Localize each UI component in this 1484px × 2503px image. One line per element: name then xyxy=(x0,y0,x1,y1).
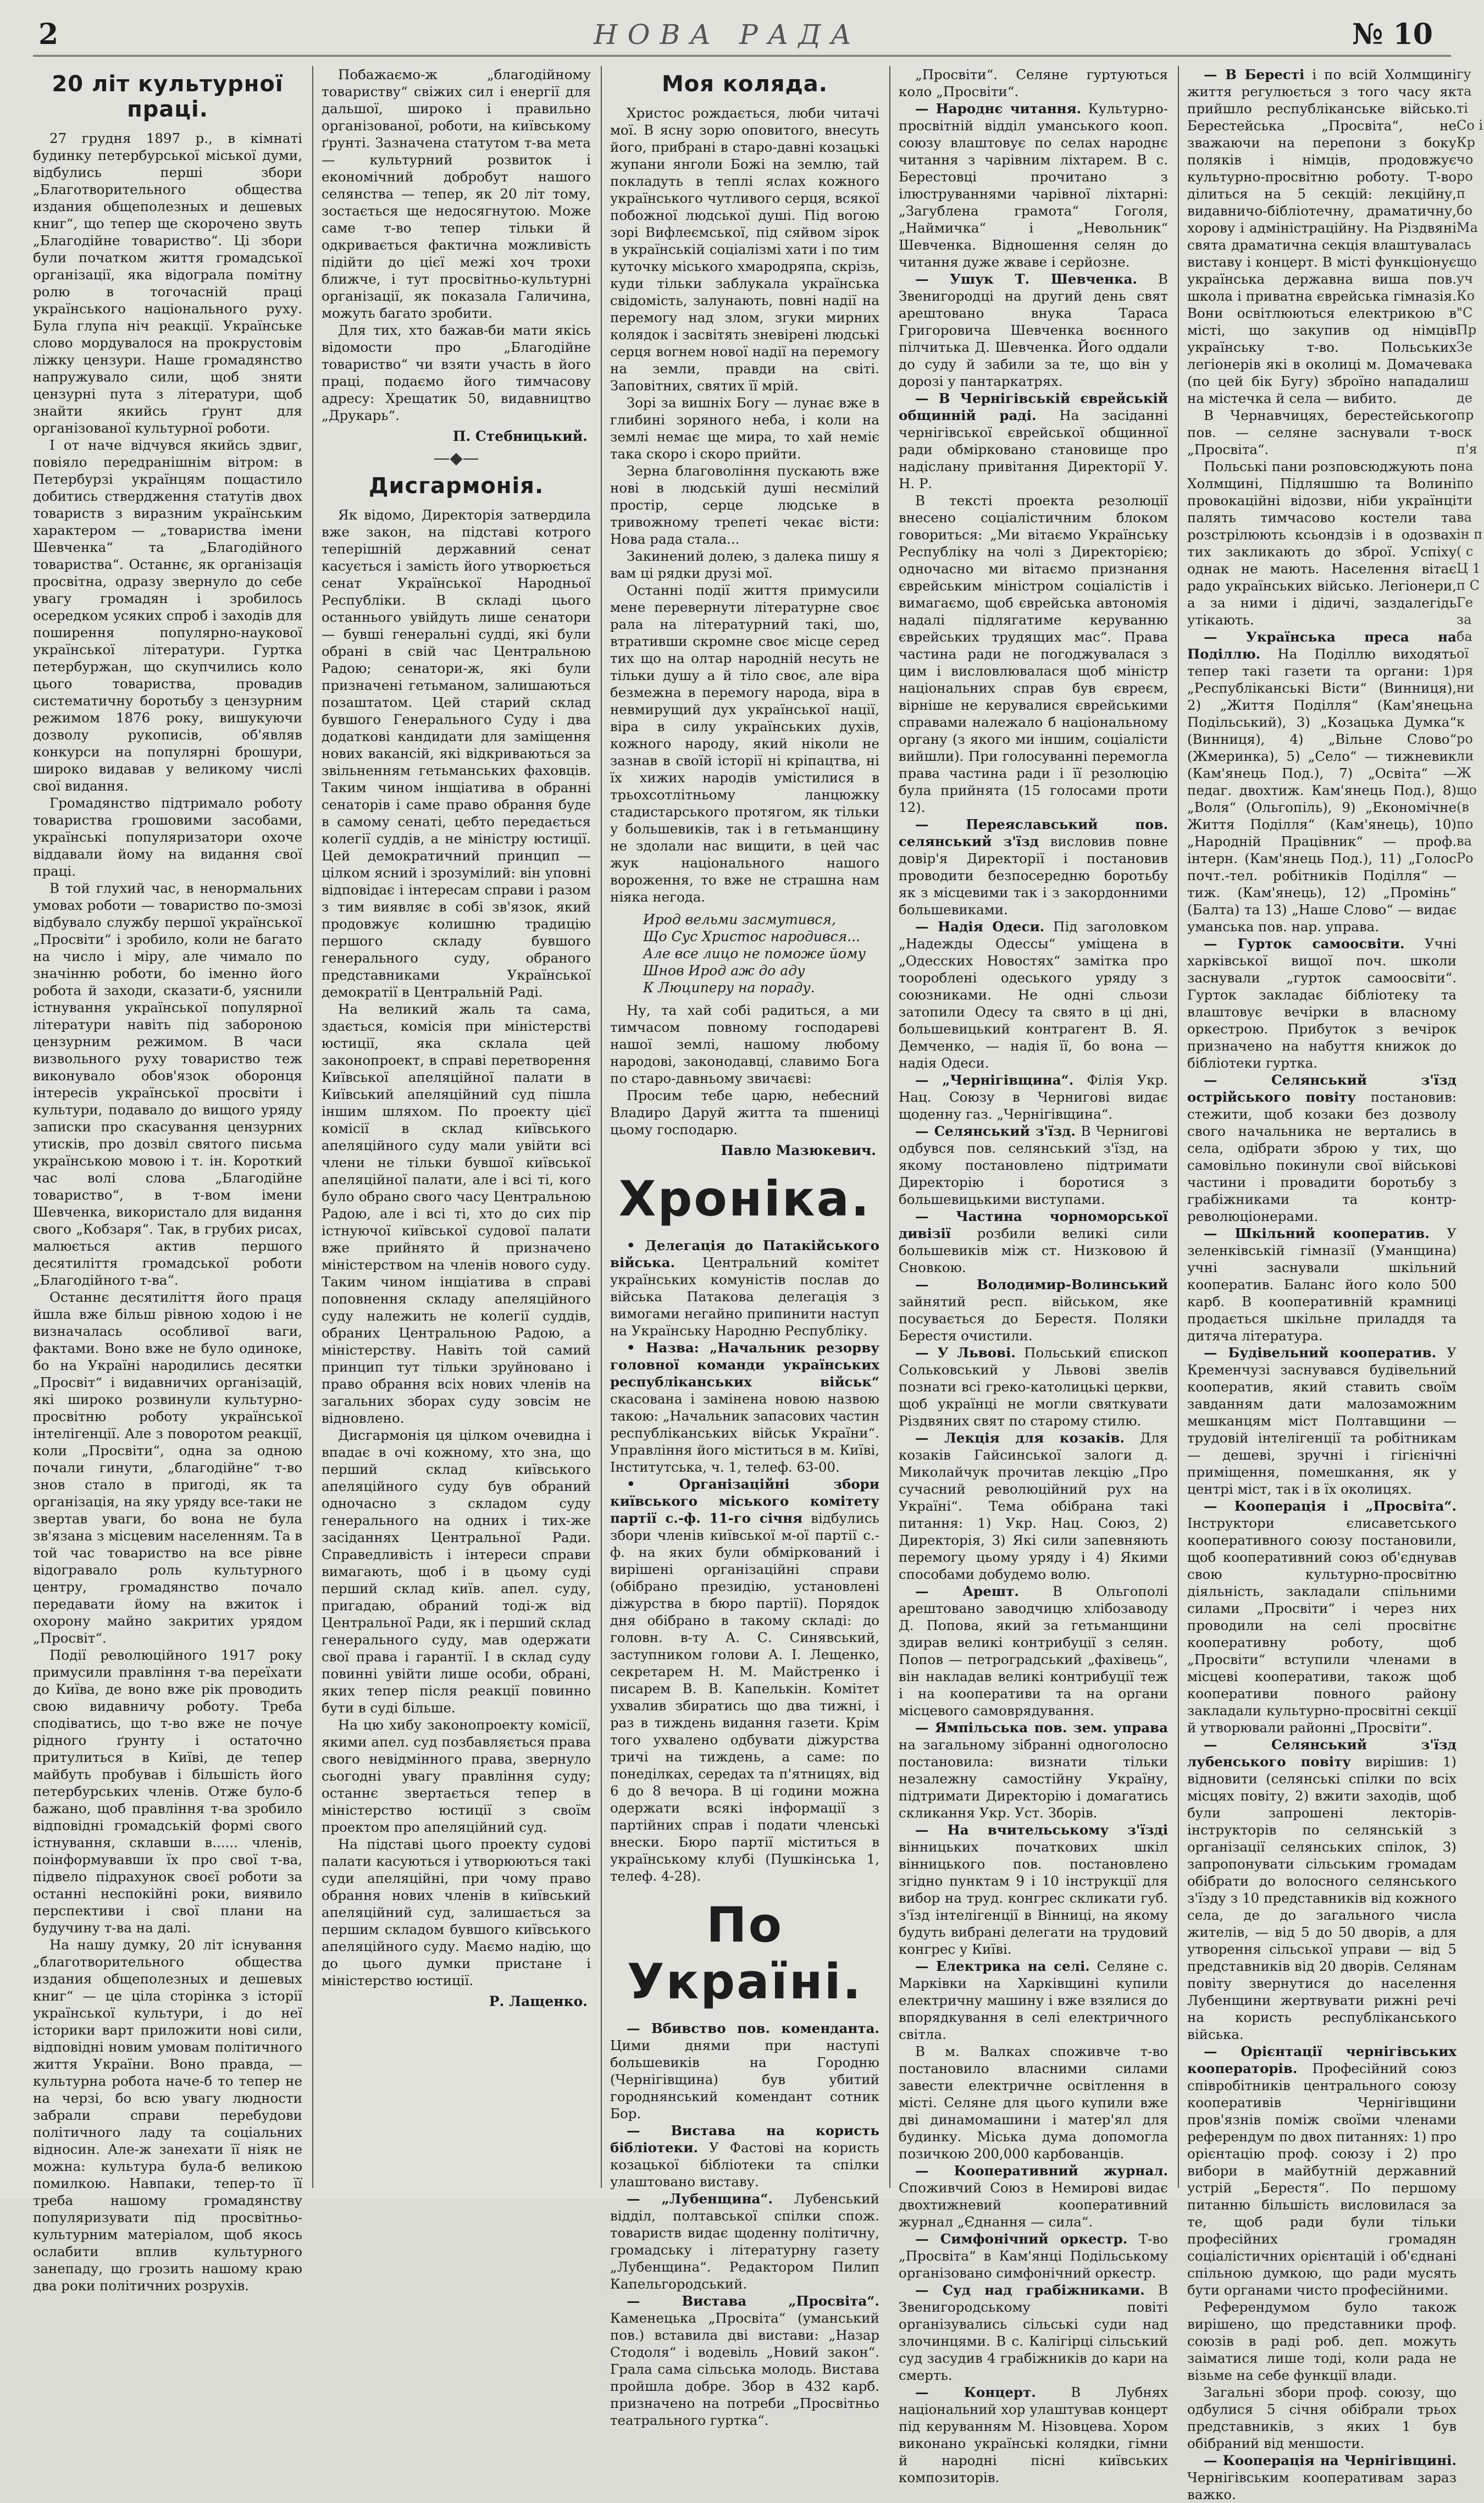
news-item-text: В Ольгополі арештовано заводчицю хлібозаводу Д. Попова, який за гетьманщини здирав великі контрибуції з селян. Попов — петроградський „фахівець“, він накладав великі контрибуції теж і на кооперативи та на органи місцевого самоврядування. xyxy=(899,1583,1168,1719)
column-3 xyxy=(610,66,879,2428)
news-item xyxy=(899,1958,1168,2043)
article-paragraph: Як відомо, Директорія затвердила вже закон, на підставі котрого теперішній державний сенат касується і замість його утворюється сенат Української Народньої Республіки. В складі цього останнього увійдуть лише сенатори — бувші генеральні судді, які були обрані в свій час Центральною Радою; сенатори-ж, які були призначені гетьманом, залишаються позаштатом. Цей старий склад бувшого Генерального Суду і два додаткові кандидати для замiщення нових вакансій, які відкриваються за звільненням гетьманських фаховців. Таким чином інщіатива в обранні сенаторів і саме право обрання буде в самому сенаті, цебто передається колегії суддів, а не міністру юстиції. Цей демократичний принцип — цілком ясний і зрозумілий: він уповні відповідає і інтересам справи і разом з тим виявляє в собі зв'язок, який продовжує колишню традицію першого складу бувшого генерального суду, обраного представниками Української демократії в Центральній Раді. xyxy=(322,507,591,1000)
verse-line: Що Сус Христос народився... xyxy=(643,929,861,944)
news-item-text: Загальні збори проф. союзу, що одбулися 5 січня обібрали трьох представників, з яких 1 був обібраний від меншости. xyxy=(1187,2384,1457,2451)
news-item-heading: — Арешт. xyxy=(915,1583,1019,1599)
news-item-text: відбулись збори членів київської м-ої партії с.-ф. на яких були обміркований і вирішені організаційні справи (обібрано президію, установлені діжурства в бюро партії). Порядок дня обібрано в такому складі: до головн. в-ту А. С. Синявський, заступником голови А. І. Лещенко, секретарем Н. М. Майстренко і писарем В. В. Капелькін. Комітет ухвалив збиратись що два тижні, і раз в тиждень видання газети. Крім того ухвалено одбувати діжурства тричі на тиждень, а саме: по понеділках, середах та п'ятницях, від 6 до 8 вечора. В ці години можна одержати всякі інформації з партійних справ і подати членські внески. Бюро партії міститься в українському клубі (Пушкінська 1, телеф. 4-28). xyxy=(610,1510,879,1884)
news-item xyxy=(899,1583,1168,1719)
news-item-heading: — Вистава „Просвіта“. xyxy=(627,2293,879,2309)
verse-line: Але все лицо не поможе йому xyxy=(643,946,866,962)
news-item-heading: — Кооперативний журнал. xyxy=(915,2163,1168,2179)
verse-line: Шнов Ирод аж до аду xyxy=(643,963,805,979)
article-paragraph: На цю хибу законопроекту комісії, якими апел. суд позбавляється права свого невідмінного права, звернуло сьогодні увагу правління суду; останнє звертається тепер в міністерство юстиції з своїм проектом про апеляційний суд. xyxy=(322,1717,591,1835)
news-item-text: У Фастові на користь козацької бібліотеки та спілки улаштовано виставу. xyxy=(610,2140,879,2190)
news-item-heading: — Вбивство пов. коменданта. xyxy=(627,2020,879,2036)
news-item-text: Референдумом було також вирішено, що представники проф. союзів в раді роб. деп. можуть заіматися лише тоді, коли рада не візьме на себе функції влади. xyxy=(1187,2299,1457,2383)
news-item-text: На засіданні чернігівської єврейської общинної ради обмірковано становище про надіслану привітання Директорії У. Н. Р. xyxy=(899,407,1168,491)
column-4 xyxy=(899,66,1169,2485)
page-number: 2 xyxy=(38,18,59,51)
column-rule xyxy=(889,66,890,2188)
article-paragraph: Для тих, хто бажав-би мати якісь відомости про „Благодійне товариство“ чи взяти участь в його праці, подаємо його тимчасову адресу: Хрещатик 50, видавництво „Друкарь“. xyxy=(322,322,591,423)
news-item xyxy=(899,390,1168,492)
verse-line: Ирод вельми засмутився, xyxy=(643,911,836,927)
news-item-heading: — Суд над грабіжниками. xyxy=(915,2282,1145,2298)
news-item-text: постановив: стежити, щоб козаки без дозволу свого начальника не вертались в села, одібрати зброю у тих, що самовільно покинули свої військові частини і провадити боротьбу з грабіжниками та контр-революціонерами. xyxy=(1187,1089,1457,1224)
news-item-text: Т-во „Просвіта“ в Кам'янці Подільському організовано симфонічний оркестр. xyxy=(899,2231,1168,2281)
newspaper-title: НОВА РАДА xyxy=(594,19,862,51)
news-item-heading: — Лекція для козаків. xyxy=(915,1430,1125,1446)
news-item-heading: — У Львові. xyxy=(915,1345,1016,1361)
news-item-heading: — Українська преса на Поділлю. xyxy=(1187,629,1457,662)
news-item-heading: — Симфонічний оркестр. xyxy=(915,2231,1128,2247)
news-item xyxy=(899,1719,1168,1821)
news-item-text: Для козаків Гайсинської залоги д. Миколайчук прочитав лекцію „Про сучасний революційний рух на Україні“. Тема обібрана такі питання: 1) Укр. Нац. Союз, 2) Директорія, 3) Які сили запевняють перемогу цьому уряду і 4) Якими способами добудемо волю. xyxy=(899,1430,1169,1582)
news-item-text: Філія Укр. Нац. Союзу в Чернигові видає щоденну газ. „Чернігівщина“. xyxy=(899,1072,1169,1122)
news-item-text: В Лубнях національний хор улаштував концерт під керуванням М. Нізовцева. Хором виконано українські колядки, гімни й народні пісні київських композиторів. xyxy=(899,2384,1168,2485)
news-item-heading: — Володимир-Волинський xyxy=(915,1277,1168,1292)
news-item xyxy=(1187,2298,1457,2384)
news-item xyxy=(1187,935,1457,1071)
news-item xyxy=(1187,1736,1457,2043)
news-item-heading: • Назва: „Начальник резорву головної команди українських республіканських військ“ xyxy=(610,1340,879,1390)
article-paragraph: Зорі за вишніх Богу — лунає вже в глибині зоряного неба, і коли на землі немає ще мира, то хай неміє така скоро і скоро прийти. xyxy=(610,395,879,462)
article-paragraph: Дисгармонія ця цілком очевидна і впадає в очі кожному, хто зна, що перший склад київського апеляційного суду був обраний одночасно з складом суду генерального на одних і тих-же засіданнях Центральної Ради. Справедливість і інтереси справи вимагають, щоб і в цьому суді перший склад київ. апел. суду, пригадаю, обраний тоді-ж від Центральної Ради, як і перший склад генерального суду, мав одержати свої права і гарантії. І в склад суду повинні увійти лише особи, обрані, яких тепер після реакції повинно бути в суді більше. xyxy=(322,1427,591,1716)
news-item xyxy=(899,1276,1168,1344)
article-paragraph: На нашу думку, 20 літ існування „благотворительного общества издания общеполезных и дешевых книг“ — це ціла сторінка з історії української культури, і до неї історики варт приложити нові сили, відповідні новим умовам політичного життя України. Воно правда, — культурна робота наче-б то тепер не на черзі, бо всю увагу людности забрали справи перебудови політичного ладу та соціальних відносин. Але-ж занехати її ніяк не можна: культура була-б великою помилкою. Навпаки, тепер-то її треба нашому громадянству популяризувати під просвітньо-культурним матеріалом, щоб якось ослабити вплив культурного занепаду, що грозить нашому краю два роки політичних розрухів. xyxy=(33,1937,302,2294)
article-paragraph: Події революційного 1917 року примусили правління т-ва переїхати до Київа, де воно вже рік проводить свою видавничу роботу. Треба сподіватись, що т-во вже не почуе рідного ґрунту і остаточно притулиться в Київі, де тепер майбуть пробував і більшість його петербурських членів. Отже було-б бажано, щоб правління т-ва зробило відповідні громадській формі свого істнування, склавши в...... членів, поінформувавши їх про свої т-ва, підвело підрахунок своєї роботи за останні неспокійні роки, виявило перспективи і свої плани на будучину т-ва на далі. xyxy=(33,1647,302,1936)
news-item xyxy=(899,2281,1168,2384)
author-signature: Павло Мазюкевич. xyxy=(721,1142,876,1158)
news-item-text: Польські пани розповсюджують по Холмщині, Підляшшю та Волині провокаційні відозви, ніби українці палять тимчасово костели та розстрілюють ксьондзів і в одозвах тих закликають до зброї. Успіху однак не мають. Населення вітає радо українських військо. Легіонери, а за ними і дідичі, заздалегідь утікають. xyxy=(1187,458,1457,628)
news-item xyxy=(1187,66,1457,407)
news-item-text: В тексті проекта резолюції внесено соціалістичним блоком говориться: „Ми вітаємо Українську Республіку на чолі з Директорією; одночасно ми вітаємо признання єврейським міністром соціалістів і вимагаємо, щоб єврейська автономія надалі підлягатиме керуванню єврейських трудящих мас“. Права частина ради не погоджувалася з цим і висловлювалася щоб міністр національних справ був євреєм, вірніше не керувалися єврейськими справами належало б національному органу (з якого ми іншим, соціалісти вийшли). При голосуванні перемогла права частина ради і її резолюцію була прийнята (15 голосами проти 12). xyxy=(899,493,1168,815)
news-item xyxy=(1187,2384,1457,2452)
news-item-text: В Чернавчицях, берестейського пов. — селяне заснували т-во „Просвіта“. xyxy=(1187,407,1457,457)
news-item-heading: — Гурток самоосвіти. xyxy=(1204,936,1405,952)
news-item-heading: — Надія Одеси. xyxy=(915,919,1045,935)
news-item-heading: — Селянський з'їзд. xyxy=(915,1123,1076,1139)
column-2 xyxy=(322,66,591,2188)
ornament-divider: —◆— xyxy=(433,449,479,468)
news-item xyxy=(1187,407,1457,458)
news-item xyxy=(610,2292,879,2429)
article-paragraph: Громадянство підтримало роботу товариства грошовими засобами, українські популяризатори охоче віддавали йому на видання свої праці. xyxy=(33,795,302,879)
news-item xyxy=(610,1339,879,1476)
news-item-text: В Чернигові одбувся пов. селянський з'їзд, на якому постановлено підтримати Директорію і боротися з большевицькими виступами. xyxy=(899,1123,1168,1207)
news-item-heading: — Вистава на користь бібліотеки. xyxy=(610,2123,879,2156)
news-item xyxy=(610,1237,879,1339)
news-item xyxy=(1187,1225,1457,1344)
news-item xyxy=(899,2230,1168,2281)
news-item xyxy=(1187,1344,1457,1498)
news-item xyxy=(899,1344,1168,1429)
news-item-text: Інструктори єлисаветського кооперативного союзу постановили, щоб кооперативний союз об'єднував свою культурно-просвітню діяльність, закладали спільними силами „Просвіти“ і через них проводили на селі просвітнє кооперативну роботу, щоб „Просвіти“ вступили членами в місцеві кооперативи, також щоб кооперативи повного району закладали культурно-просвітні секції й утворювали районні „Просвіти“. xyxy=(1187,1515,1457,1736)
news-item-text: Чернігівським кооперативам зараз важко. xyxy=(1187,2469,1457,2502)
news-item-heading: — Шкільний кооператив. xyxy=(1204,1225,1430,1241)
news-item xyxy=(899,2162,1168,2230)
news-item xyxy=(1187,2452,1457,2503)
news-item-text: зайнятий респ. військом, яке посувається до Берестя. Поляки Берестя очистили. xyxy=(899,1294,1168,1344)
news-item-text: Польський єпископ Сольковський у Львові звелів познати всі греко-католицькі церкви, щоб українці не могли святкувати Різдвяних свят по старому стилю. xyxy=(899,1345,1168,1429)
news-item-heading: — „Лубенщина“. xyxy=(627,2191,773,2207)
news-item-heading: — Народнє читання. xyxy=(915,101,1082,117)
news-item-text: В Звенигородці на другий день свят арештовано внука Тараса Григоровича Шевченка воєнного пілчитька Д. Шевченка. Його оддали до суду й забили за те, що він у дорозі у пантаркатрях. xyxy=(899,271,1169,389)
news-item xyxy=(899,1123,1168,1208)
news-item-text: В м. Валках споживче т-во постановило власними силами завести електричне освітлення в місті. Селяне для цього купили вже дві динамомашини і матер'ял для будинку. Міська дума допомогла позичкою 200,000 карбованців. xyxy=(899,2043,1168,2162)
news-item-text: Споживчий Союз в Немирові видає двохтижневий кооперативний журнал „Єднання — сила“. xyxy=(899,2180,1168,2230)
column-rule xyxy=(601,66,602,2188)
news-item-heading: — „Чернігівщина“. xyxy=(915,1072,1074,1088)
news-item-heading: • Делегація до Патакійського війська. xyxy=(610,1237,879,1270)
news-item-text: Учні харківської вищої поч. школи заснували „гурток самоосвіти“. Гурток закладає бібліотеку та влаштовує вечірки в власному оркестрою. Прибуток з вечірок призначено на набуття книжок до бібліотеки гуртка. xyxy=(1187,936,1457,1071)
news-item-text: висловив повне довір'я Директорії і постановив проводити безпосередню боротьбу як з місцевими так і з закордонними большевиками. xyxy=(899,833,1168,918)
news-item-heading: — Переяславський пов. селянський з'їзд xyxy=(899,816,1168,849)
news-item xyxy=(610,2020,879,2122)
news-item xyxy=(899,918,1168,1071)
news-item-text: Під заголовком „Надежды Одессы“ уміщена в „Одесских Новостях“ замітка про тоороблені одеського уряду з союзниками. Не одні сльози затопили Одесу та свято в ці дні, большевицький контрагент В. Я. Демченко, — надія її, бо вона — надія Одеси. xyxy=(899,919,1168,1071)
news-item xyxy=(1187,1498,1457,1736)
news-item xyxy=(899,270,1168,390)
news-item xyxy=(1187,458,1457,628)
article-paragraph: Христос рождається, люби читачі мої. В ясну зорю оповитого, внесуть його, прибрані в старо-давні козацькі жупани янголи Божі на землю, тай покладуть в теплі яслах кожного українського чутливого серця, всякої побожної людської душі. Під вогою зорі Вифлеємської, під сяйвом зірок в українській соціалізмі хати і по тим куточку міського хмародряпа, скрізь, куди тільки заблукала українська свідомість, залунають, повні надії на перемогу над злом, згуки мирних колядок і засвітять зневірені людські серця вогнем нової надії на перемогу на земли, правди на світі. Заповітних, святих її мрій. xyxy=(610,105,879,394)
news-item-text: вінницьких початкових шкіл вінницького пов. постановлено згідно пунктам 9 і 10 інструкції для вибор на труд. конгрес скликати губ. з'їзд інтелігенції в Вінниці, на якому будуть вибрані делегати на трудовий конгрес у Київі. xyxy=(899,1839,1168,1957)
section-title-ukraine: По Україні. xyxy=(627,1897,863,2010)
news-item-text: на загальному зібранні одноголосно постановила: визнати тільки незалежну самостійну Україну, підтримати Директорію і домагатись скликання Укр. Уст. Зборів. xyxy=(899,1737,1168,1821)
article-title: Моя коляда. xyxy=(662,71,828,97)
article-paragraph: Ну, та хай собі радиться, а ми тимчасом повному господареві нашої землі, нашому любому народові, законодавці, славимо Бога по старо-давньому звичаєві: xyxy=(610,1002,879,1086)
adjacent-page-edge: гу та ті Со і Кр чо ро п бо Ма сь що уч Ко "С Пр Зе ка ш де пр ск п'я на по ти ва ін п ( с Ц 1 п С Ге за ба ої ря ни на к ро ли Ж що (в по ва Ро xyxy=(1457,67,1483,866)
verse-line: К Люциперу на пораду. xyxy=(643,980,815,996)
news-item-text: В Звенигородському повіті організувались сільські суди над злочинцями. В с. Калігірці сільський суд засудив 4 грабіжників до кари на смерть. xyxy=(899,2282,1168,2383)
article-paragraph: На великий жаль та сама, здається, комісія при міністерстві юстиції, яка склала цей законопроект, в справі перетворення Київської апеляційної палати в Київський апеляційний суд пішла іншим шляхом. По проекту цієї комісії в склад київського апеляційного суду мали увійти всі члени не тільки бувшої київської апеляційної палати, але і всі ті, кого було обрано свого часу Центральною Радою, але і всі ті, хто до сих пір істнуючої київської судової палати вже прийнято й призначено міністерством на членів нового суду. Таким чином інщіатива в справі поповнення складу апеляційного суду належить не колегії суддів, обраних Центральною Радою, а міністерству. Навіть той самий принцип тут тільки зруйновано і право обрання всіх нових членів на загальних зборах суду зовсім не відновлено. xyxy=(322,1001,591,1426)
column-rule xyxy=(312,66,313,2188)
column-1 xyxy=(33,66,302,2294)
news-item xyxy=(610,2190,879,2292)
news-item xyxy=(899,1821,1168,1958)
news-item-text: і по всій Холмщині життя регулюється з того часу як прийшло республіканське військо. Берестейська „Просвіта“, не зважаючи на перепони з боку поляків і німців, продовжує культурно-просвітню роботу. Т-во ділиться на 5 секцій: лекційну, видавничо-бібліотечну, драматичну, хорову і адміністраційну. На Різдвяні свята драматична секція влаштувала виставу і концерт. В місті функціонує українська державна виша пов. школа і приватна єврейська гімназія. Вони освітлюються електрикою в місті, що закупив од німців українську т-во. Польських легіонерів які в околиці м. Домачева (по цей бік Бугу) зброїно нападали на містечка й села — вибито. xyxy=(1187,67,1457,406)
column-5 xyxy=(1187,66,1457,2502)
news-item xyxy=(899,1429,1168,1583)
news-item xyxy=(1187,628,1457,935)
news-item-heading: • Організаційні збори київського міського комітету партії с.-ф. 11-го січня xyxy=(610,1476,879,1526)
article-paragraph: Просим тебе царю, небесний Владиро Даруй житта та пшениці цьому господарю. xyxy=(610,1087,879,1137)
column-rule xyxy=(1178,66,1179,2188)
news-item-heading: — Селянський з'їзд лубенського повіту xyxy=(1187,1737,1457,1770)
news-item-text: У Кременчузі заснувався будівельний кооператив, який ставить своїм завданням дати малозаможним мешканцям міст Полтавщини — трудовій інтелігенції та робітникам — дешеві, зручні і гігієнічні приміщення, помешкання, як у центрі міст, так і в їх околицях. xyxy=(1187,1345,1457,1497)
article-paragraph: 27 грудня 1897 р., в кімнаті будинку петербурської міської думи, відбулись перші збори „Благотворительного общества издания общеполезных и дешевых книг“, що тепер ще скорочено звуть „Благодійне товариство“. Ці збори були початком життя громадської організації, яка відограла помітну ролю в тогочасній праці українського національного руху. Була глупа ніч реакції. Українське слово мордувалося на прокрустовім ліжку цензури. Наше громадянство напружувало сили, щоб зняти цензурні пута з літератури, щоб знайти якийсь ґрунт для організованої культурної роботи. xyxy=(33,130,302,436)
news-item xyxy=(899,1071,1168,1123)
news-item-heading: — В Чернігівській єврейській общинній раді. xyxy=(899,390,1168,423)
news-item-heading: — Селянський з'їзд острійського повіту xyxy=(1187,1072,1457,1105)
news-item xyxy=(1187,2043,1457,2298)
news-item xyxy=(1187,1071,1457,1225)
news-item-heading: — Концерт. xyxy=(915,2384,1036,2400)
news-item-text: Селяне с. Марківки на Харківщині купили електричну машину і вже взялися до впорядкування в селі електричного світла. xyxy=(899,1958,1168,2042)
article-paragraph: Останнє десятиліття його праця йшла вже більш рівною ходою і не визначалась особливої ваги, фактами. Воно вже не було одиноке, бо на Україні народились десятки „Просвіт“ і видавничих організацій, які широко розвинули культурно-просвітню роботу української інтелігенції. Але з поворотом реакції, коли „Просвіти“, одна за одною почали гинути, „благодійне“ т-во знов стало в пригоді, як та організація, на яку уряду все-таки не звертав уваги, бо вона не була зв'язана з місцевим населенням. Та в той час товариство на все рівне відогравало роль культурного центру, громадянство почало передавати йому на вжиток і охорону майно закритих урядом „Просвіт“. xyxy=(33,1289,302,1646)
article-paragraph: Зерна благовоління пускають вже нові в людській душі несмілий простір, серце людське в тривожному трепеті чекає вісти: Нова рада стала... xyxy=(610,463,879,547)
news-item-heading: — В Бересті xyxy=(1204,67,1305,82)
news-item xyxy=(899,1208,1168,1276)
article-paragraph: Побажаємо-ж „благодійному товариству“ свіжих сил і енергії для дальшої, широко і правильно організованої, роботи, на київському ґрунті. Зазначена статутом т-ва мета — культурний розвиток і економічний добробут нашого селянства — тепер, як 20 літ тому, зостається ще недосягнутою. Може саме т-во тепер тільки й одкривається фактична можливість підійти до цієї межі хоч трохи ближче, і тут просвітньо-культурні організації, як показала Галичина, можуть багато зробити. xyxy=(322,67,591,321)
author-signature: Р. Лащенко. xyxy=(489,1993,588,2009)
news-item xyxy=(899,816,1168,918)
author-signature: П. Стебницький. xyxy=(452,428,588,444)
news-item-text: У зеленківській гімназії (Уманщина) учні заснували шкільний кооператив. Баланс його коло 500 карб. В кооперативній крамниці продається шкільне приладдя та дитяча література. xyxy=(1187,1225,1457,1344)
news-item-text: „Просвіти“. Селяне гуртуються коло „Просвіти“. xyxy=(899,67,1168,100)
article-paragraph: Закинений долею, з далека пишу я вам ці рядки друзі мої. xyxy=(610,548,879,581)
news-item-text: Центральний комітет українських комуністів послав до війська Патакова делегація з вимогами негайно припинити наступ на Українську Народню Республіку. xyxy=(610,1255,879,1339)
news-item-heading: — На вчительському з'їзді xyxy=(915,1822,1168,1838)
issue-number: № 10 xyxy=(1352,18,1433,51)
carol-verse xyxy=(643,911,879,996)
news-item-heading: — Ямпільська пов. зем. управа xyxy=(915,1720,1168,1736)
news-item-text: Культурно-просвітній відділ уманського кооп. союзу влаштовує по селах народнє читання з чарівним ліхтарем. В с. Берестовці прочитано з ілюструваннями чарівної ліхтарні: „Загублена грамота“ Гоголя, „Наймичка“ і „Невольник“ Шевченка. Відношення селян до читання дуже жваве і серйозне. xyxy=(899,101,1169,270)
news-item-text: Каменецька „Просвіта“ (уманський пов.) вставила дві вистави: „Назар Стодоля“ і водевіль „Новий закон“. Грала сама сільська молодь. Вистава пройшла добре. Збор в 432 карб. призначено на потреби „Просвітньо театрального гуртка“. xyxy=(610,2310,879,2428)
article-title: 20 літ культурної праці. xyxy=(52,71,284,122)
article-paragraph: І от наче відчувся якийсь здвиг, повіяло передранішнім вітром: в Петербурзі українцям пощастило добитись ствердження статутів двох товариств з виразним українським характером — „товариства імени Шевченка“ та „Благодійного товариства“. Останнє, як організація просвітна, одразу звернуло до себе увагу громадян і зробилось осередком усяких спроб і заходів для поширення популярно-наукової української літератури. Гуртка петербуржан, що скупчились коло цього товариства, провадив систематичну боротьбу з цензурним режимом 1876 року, вишукуючи дозволу рукописів, об'являв конкурси на популярні брошури, широко видавав у великому числі свої видання. xyxy=(33,437,302,794)
page-header xyxy=(33,16,1451,57)
news-item-heading: — Частина чорноморської дивізії xyxy=(899,1208,1168,1241)
news-item-text: вирішив: 1) відновити (селянські спілки по всіх місцях повіту, 2) вжити заходів, щоб були запрошені лекторів-інструкторів по селянській з організації селянських спілок, 3) запропонувати сільським громадам обібрати до волосного селянського з'їзду з 10 представників від кожного села, де до загального числа жителів, — від 5 до 50 дворів, а для утворення сільської управи — від 5 представників від 20 дворів. Селянам повіту звернутися до населення Лубенщини жертвувати рижні речі на користь республіканського війська. xyxy=(1187,1754,1457,2042)
news-item-heading: — Ушук Т. Шевченка. xyxy=(915,271,1138,287)
news-item xyxy=(899,66,1168,100)
article-paragraph: В той глухий час, в ненормальних умовах роботи — товариство по-змозі відбувало службу першої української „Просвіти“ і зробило, коли не багато на число і міру, але чимало по значінню роботи, бо іменно його робота й заходи, сказати-б, уяснили істнування української популярної літератури навіть під забороною цензурним режимом. В часи визвольного руху товариство теж виконувало обов'язок оборонця інтересів української просвіти і культури, подавало до вищого уряду записки про скасування цензурних утисків, про дозвіл святого письма українською мовою і т. ін. Короткий час волі слова „Благодійне товариство“, в т-вом імени Шевченка, використало для видання свого „Кобзаря“. Так, в грубих рисах, малюється актив першого десятиліття громадської роботи „Благодійного т-ва“. xyxy=(33,880,302,1288)
news-item-text: Професійний союз співробітників центрального союзу кооперативів Чернігівщини пров'язнів поміж своїми членами референдум по двох питаннях: 1) про орієнтацію проф. союзу і 2) про вибори в майбутній державний устрій „Берестя“. По першому питанню більшість висловилася за те, щоб ради були тільки професійних громадян соціалістичних орієнтацій і об'єднані спільною думкою, що ради мусять бути органами чисто професійними. xyxy=(1187,2060,1457,2298)
news-item-heading: — Будівельний кооператив. xyxy=(1204,1345,1437,1361)
news-item-text: скасована і замінена новою назвою такою: „Начальник запасових частин республіканських військ України“. Управління його міститься в м. Київі, Інститутська, ч. 1, телеф. 63-00. xyxy=(610,1391,879,1475)
news-item xyxy=(899,2043,1168,2162)
news-item-heading: — Кооперація і „Просвіта“. xyxy=(1204,1498,1457,1514)
news-item-text: Цими днями при наступі большевиків на Городню (Чернігівщина) був убитий городнянський комендант сотник Бор. xyxy=(610,2037,879,2121)
news-item-text: Лубенський відділ, полтавської спілки спож. товариств видає щоденну політичну, громадську і літературну газету „Лубенщина“. Редактором Пилип Капельгородський. xyxy=(610,2191,879,2292)
section-title-chronicle: Хроніка. xyxy=(618,1170,871,1227)
news-item xyxy=(899,492,1168,816)
news-item-text: На Поділлю виходять тепер такі газети та органи: 1) „Республіканські Вісти“ (Винниця), 2) „Життя Поділля“ (Кам'янець Подільський), 3) „Козацька Думка“ (Винниця), 4) „Вільне Слово“ (Жмеринка), 5) „Село“ — тижневик (Кам'янець Под.), 7) „Освіта“ — педаг. двохтиж. Кам'янець Под.), 8) „Воля“ (Ольгопіль), 9) „Економічне Життя Поділля“ (Кам'янець), 10) „Народній Працівник“ — проф. інтерн. (Кам'янець Под.), 11) „Голос почт.-тел. робітників Поділля“ — тиж. (Кам'янець), 12) „Промінь“ (Балта) та 13) „Наше Слово“ — видає уманська пов. нар. управа. xyxy=(1187,646,1457,935)
article-paragraph: Останні події життя примусили мене перевернути літературне своє рала на літературний такі, шо, втративши скромне своє місце серед тих що на олтар народній несуть не тільки душу а й тіло своє, але віра безмежна в перемогу народа, віра в невмирущий дух української нації, віра в силу українських духів, кожного народу, який ніколи не зазнав в своїй історії ні кріпацтва, ні їх хижих народів умістилися в трьохсотлітньому ланцюжку стадистарського протягом, як тільки у большевиків, так і в гетьманщину не здолали нас вищити, в цей час жук національного нашого вороження, то вже не страшна нам ніяка негода. xyxy=(610,582,879,905)
news-item xyxy=(899,2384,1168,2486)
news-item-heading: — Орієнтації чернігівських кооператорів. xyxy=(1187,2043,1457,2076)
news-item-text: розбили великі сили большевиків між ст. Низковою й Сновкою. xyxy=(899,1225,1168,1275)
news-item-heading: — Кооперація на Чернігівщині. xyxy=(1204,2452,1457,2468)
article-paragraph: На підставі цього проекту судові палати касуються і утворюються такі суди апеляційні, при чому право обрання нових членів в київський апеляційний суд, залишається за першим складом бувшого київського апеляційного суду. Маємо надію, що до цього думки пристане і міністерство юстиції. xyxy=(322,1836,591,1988)
news-item-heading: — Електрика на селі. xyxy=(915,1958,1090,1974)
article-title: Дисгармонія. xyxy=(368,473,544,499)
news-item xyxy=(610,2122,879,2190)
news-item xyxy=(899,100,1168,270)
news-item xyxy=(610,1476,879,1885)
